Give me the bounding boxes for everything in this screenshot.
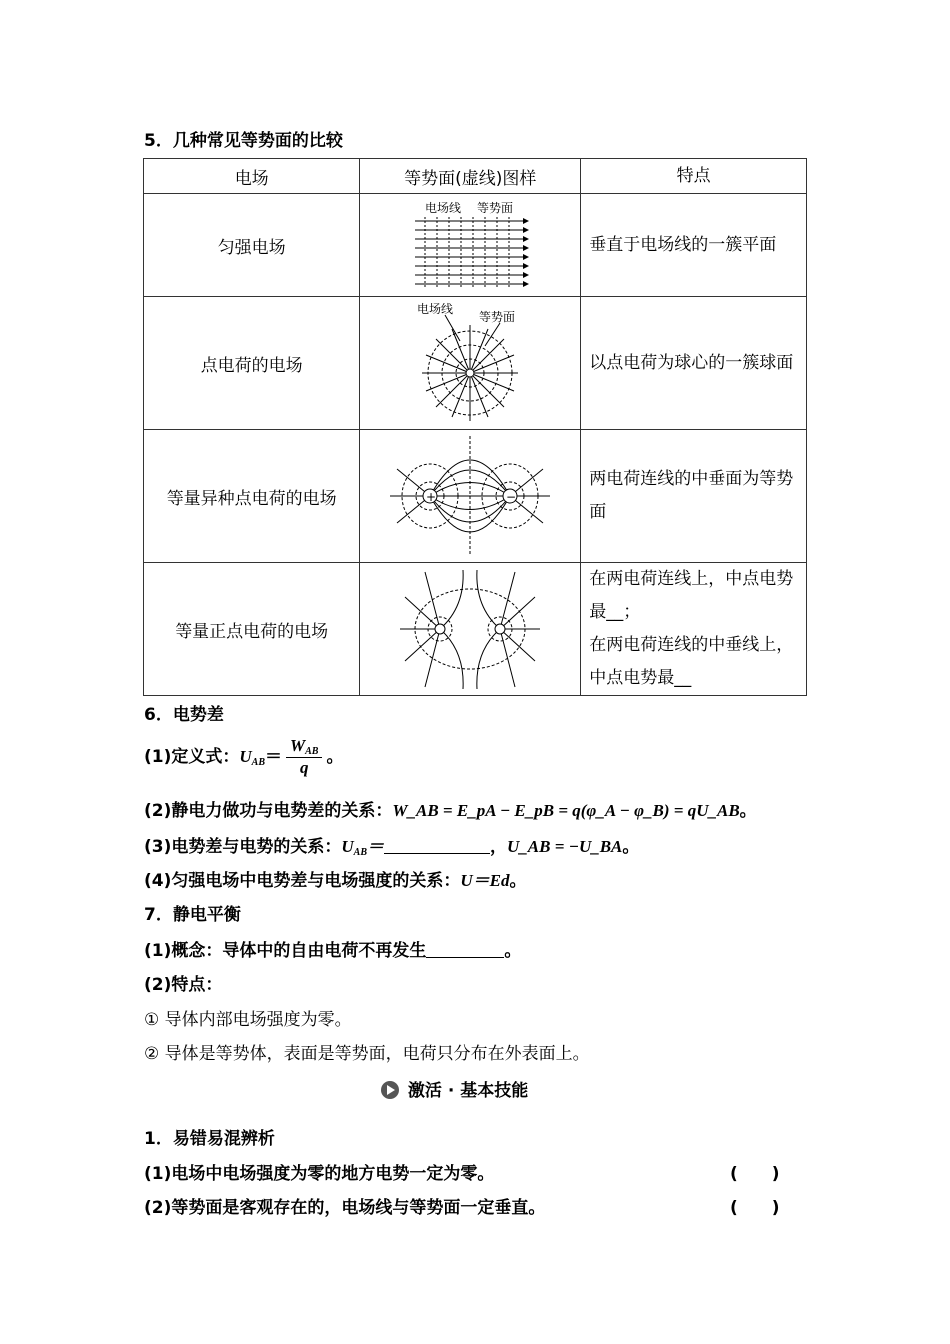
item3-formula: U_AB = −U_BA: [507, 837, 623, 856]
fig-label-equipotential: 等势面: [479, 309, 516, 324]
header-field: 电场: [144, 159, 360, 194]
definition-prefix: (1)定义式：: [144, 747, 240, 767]
table-row: [144, 194, 807, 297]
field-like: 等量正点电荷的电场: [144, 563, 360, 696]
question-1: (1)电场中电场强度为零的地方电势一定为零。: [144, 1164, 495, 1184]
field-opposite: 等量异种点电荷的电场: [144, 430, 360, 563]
item3-line: (3)电势差与电势的关系：$U_{AB}=$ ，U_AB = −U_BA。: [144, 837, 640, 858]
section6-title: 6．电势差: [144, 705, 224, 725]
definition-fraction: [286, 736, 322, 778]
fig-label-equipotential: 等势面: [477, 201, 514, 215]
point1: ① 导体内部电场强度为零。: [144, 1010, 352, 1030]
fig-label-field-line: 电场线: [417, 301, 454, 316]
table-row: [144, 563, 807, 696]
frac-numerator: $W_{AB}$: [286, 736, 322, 758]
feature-like: [581, 563, 807, 696]
table-row: [144, 297, 807, 430]
item4-formula: U＝Ed: [460, 871, 510, 890]
def-lhs-sub: AB: [251, 757, 265, 768]
fill-blank[interactable]: [426, 941, 504, 958]
concept-line: (1)概念：导体中的自由电荷不再发生 。: [144, 941, 522, 961]
skills-banner: [380, 1076, 528, 1101]
banner-text: 激活 · 基本技能: [407, 1081, 529, 1101]
feature-opposite: 两电荷连线的中垂面为等势面: [581, 430, 807, 563]
definition-line: (1)定义式：$U_{AB}=$ $\frac{W_{AB}}{q}$ 。: [144, 736, 344, 777]
uniform-field-figure: [405, 199, 535, 291]
figure-uniform: [360, 194, 581, 297]
feature-like-b: 在两电荷连线的中垂线上，中点电势最__: [589, 635, 794, 688]
point-charge-figure: [405, 301, 535, 426]
field-uniform: 匀强电场: [144, 194, 360, 297]
field-point: 点电荷的电场: [144, 297, 360, 430]
comparison-table: [143, 158, 807, 696]
frac-denominator: q: [299, 758, 309, 777]
question-2: (2)等势面是客观存在的，电场线与等势面一定垂直。: [144, 1198, 546, 1218]
figure-like: [360, 563, 581, 696]
play-icon: [380, 1080, 402, 1100]
feature-like-a: 在两电荷连线上，中点电势最__；: [589, 569, 794, 622]
item2-formula: W_AB = E_pA − E_pB = q(φ_A − φ_B) = qU_AB: [392, 801, 740, 820]
fig-label-field-line: 电场线: [425, 201, 462, 215]
item2-line: (2)静电力做功与电势差的关系：W_AB = E_pA − E_pB = q(φ_A − φ_B) = qU_AB。: [144, 801, 757, 821]
point2: ② 导体是等势体，表面是等势面，电荷只分布在外表面上。: [144, 1044, 590, 1064]
minus-charge-icon: −: [506, 489, 517, 504]
answer-paren-2[interactable]: ( ): [730, 1198, 780, 1218]
answer-paren-1[interactable]: ( ): [730, 1164, 780, 1184]
table-header-row: [144, 159, 807, 194]
figure-opposite: [360, 430, 581, 563]
section5-title: 5．几种常见等势面的比较: [144, 131, 343, 151]
def-lhs: U: [239, 747, 252, 766]
item4-line: (4)匀强电场中电势差与电场强度的关系：U＝Ed。: [144, 871, 527, 891]
fill-blank[interactable]: [384, 837, 490, 854]
header-figure: 等势面(虚线)图样: [360, 159, 581, 194]
dipole-figure: [385, 434, 555, 559]
figure-point: [360, 297, 581, 430]
section7-title: 7．静电平衡: [144, 905, 241, 925]
header-feature: 特点: [581, 159, 807, 194]
table-row: [144, 430, 807, 563]
feature-point: 以点电荷为球心的一簇球面: [581, 297, 807, 430]
practice-title: 1．易错易混辨析: [144, 1129, 275, 1149]
feature-uniform: 垂直于电场线的一簇平面: [581, 194, 807, 297]
features-label: (2)特点：: [144, 975, 223, 995]
plus-charge-icon: +: [426, 489, 437, 504]
like-charges-figure: [395, 567, 545, 692]
